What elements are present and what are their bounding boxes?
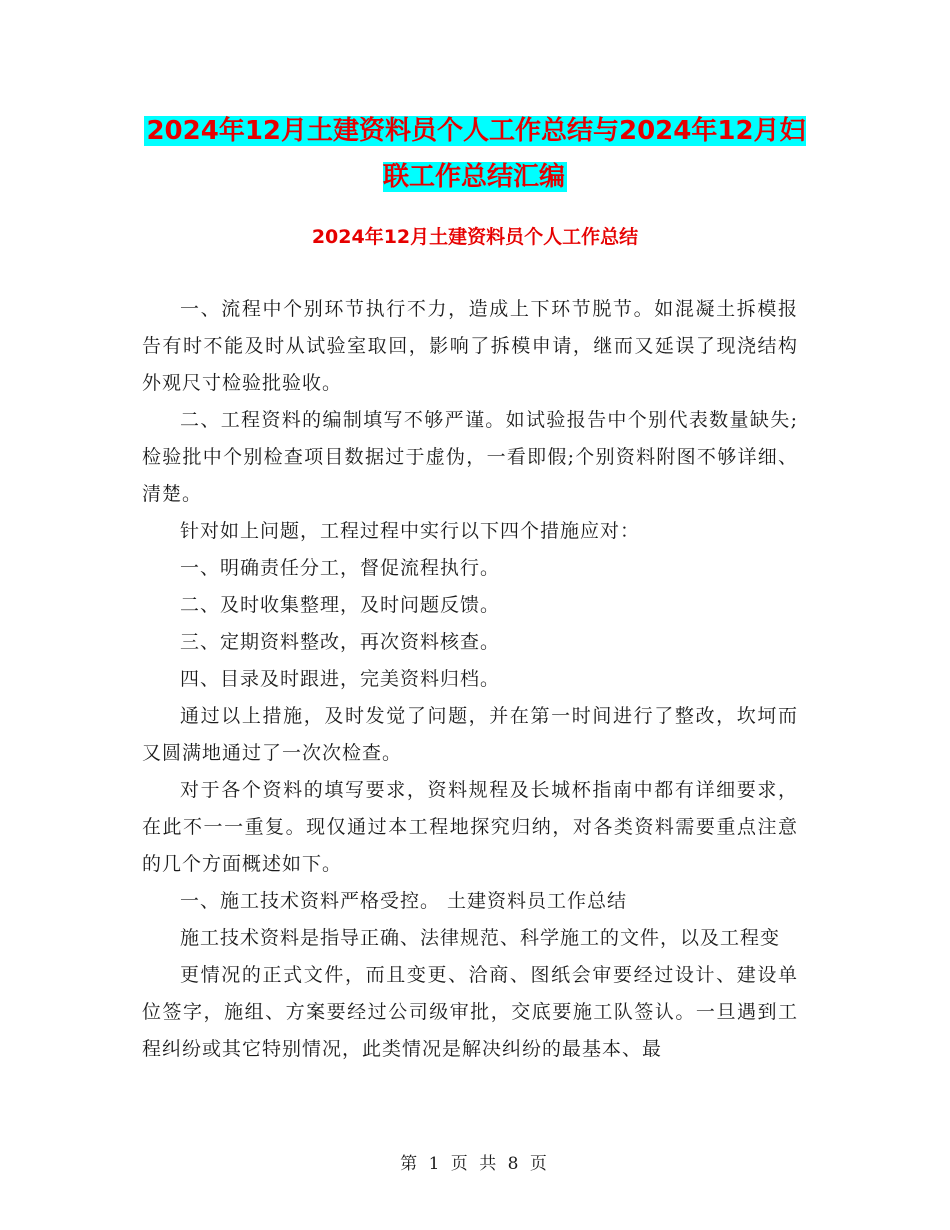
body-paragraph: 三、定期资料整改，再次资料核查。 (180, 631, 501, 653)
document-title-text: 2024年12月土建资料员个人工作总结与2024年12月妇联工作总结汇编 (146, 116, 806, 192)
body-paragraph: 四、目录及时跟进，完美资料归档。 (180, 668, 501, 690)
body-paragraph: 二、及时收集整理，及时问题反馈。 (180, 594, 501, 616)
body-paragraph: 通过以上措施，及时发觉了问题，并在第一时间进行了整改，坎坷而又圆满地通过了一次次检查。 (142, 705, 798, 764)
page-number-footer: 第 1 页 共 8 页 (400, 1154, 550, 1174)
document-title (140, 108, 810, 200)
document-body (142, 291, 798, 1068)
body-paragraph: 一、流程中个别环节执行不力，造成上下环节脱节。如混凝土拆模报告有时不能及时从试验室取回，影响了拆模申请，继而又延误了现浇结构外观尺寸检验批验收。 (142, 298, 798, 394)
body-paragraph: 针对如上问题，工程过程中实行以下四个措施应对： (180, 520, 641, 542)
body-paragraph: 对于各个资料的填写要求，资料规程及长城杯指南中都有详细要求，在此不一一重复。现仅通过本工程地探究归纳，对各类资料需要重点注意的几个方面概述如下。 (142, 779, 798, 875)
body-paragraph: 一、明确责任分工，督促流程执行。 (180, 557, 501, 579)
body-paragraph: 二、工程资料的编制填写不够严谨。如试验报告中个别代表数量缺失;检验批中个别检查项目数据过于虚伪，一看即假;个别资料附图不够详细、清楚。 (142, 409, 798, 505)
section-heading: 2024年12月土建资料员个人工作总结 (311, 226, 639, 248)
body-paragraph: 施工技术资料是指导正确、法律规范、科学施工的文件，以及工程变 (180, 927, 781, 949)
body-paragraph: 更情况的正式文件，而且变更、洽商、图纸会审要经过设计、建设单位签字，施组、方案要经过公司级审批，交底要施工队签认。一旦遇到工程纠纷或其它特别情况，此类情况是解决纠纷的最基本、最 (142, 964, 798, 1060)
body-paragraph: 一、施工技术资料严格受控。 土建资料员工作总结 (180, 890, 628, 912)
